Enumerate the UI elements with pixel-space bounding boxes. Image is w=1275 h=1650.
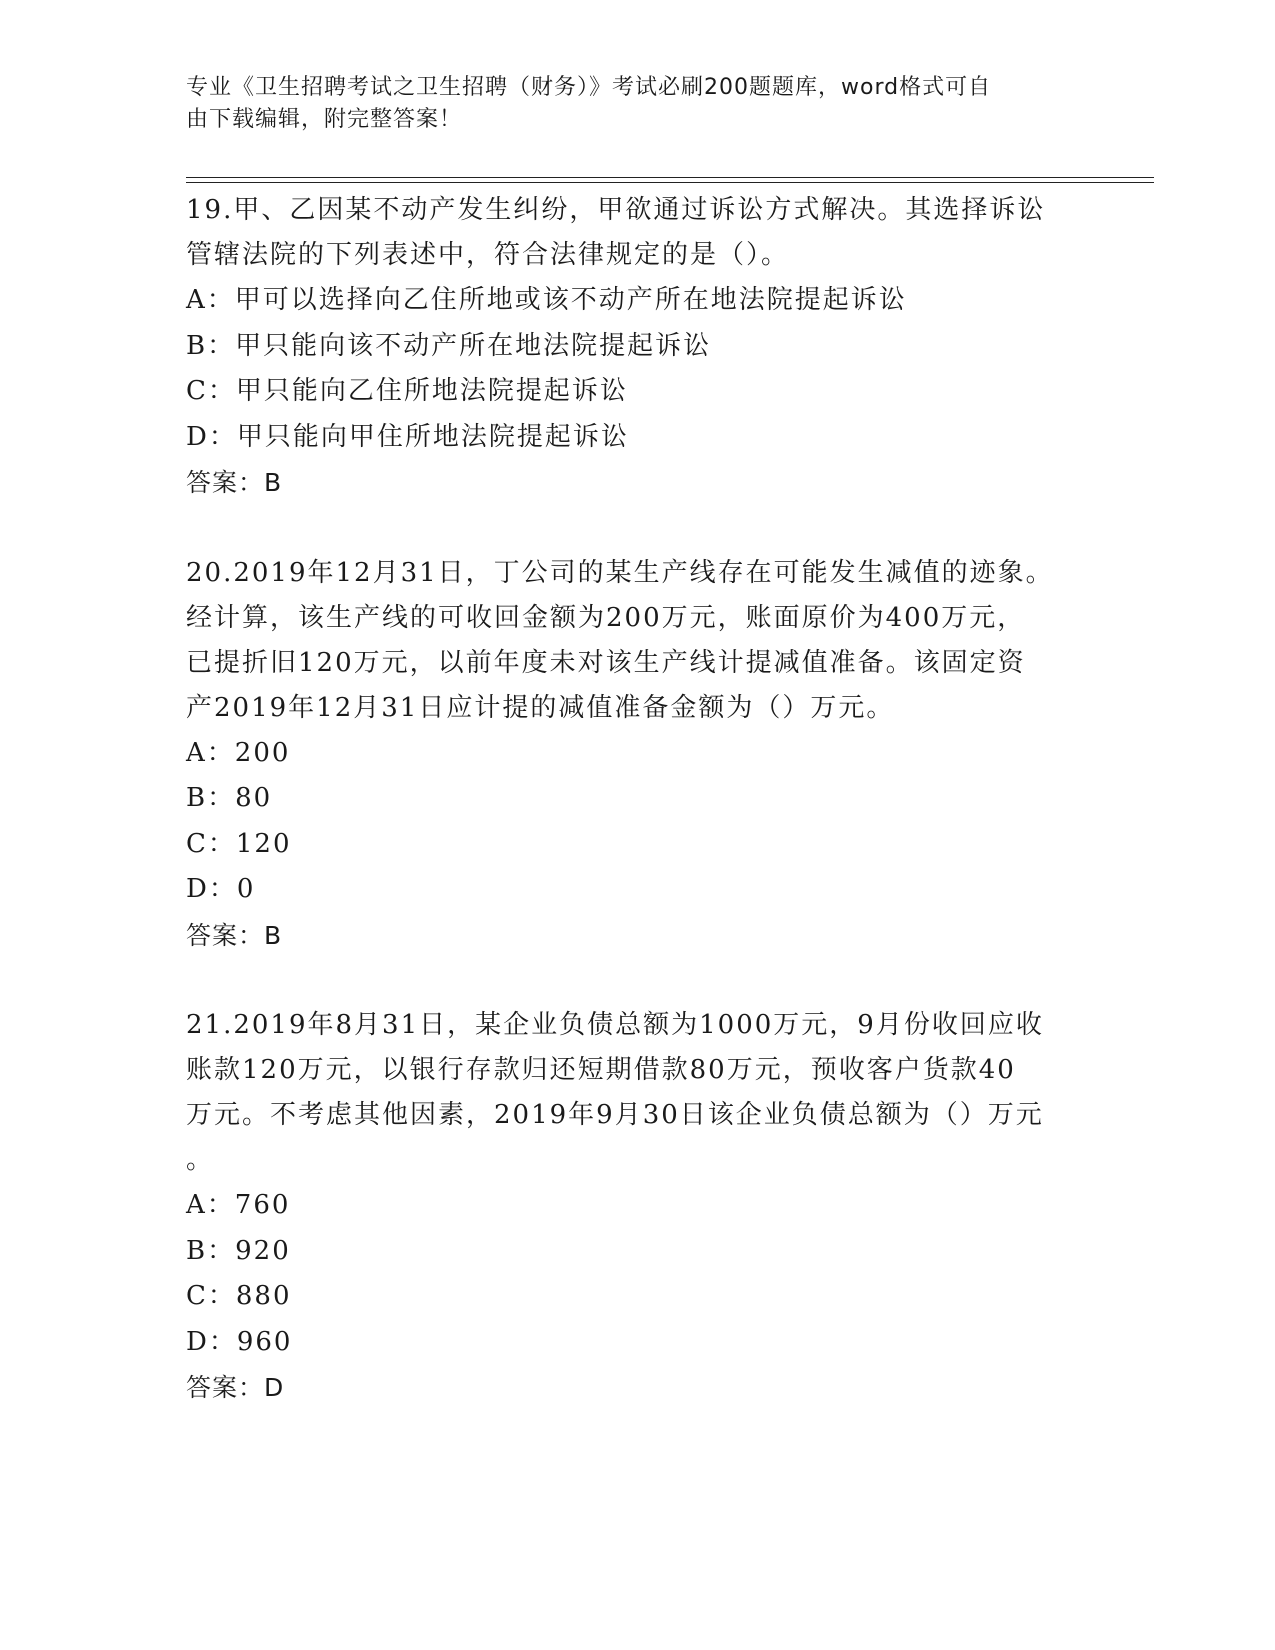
document-header: [186, 72, 1066, 136]
option-d: D：960: [186, 1326, 293, 1357]
question-text: 20.2019年12月31日，丁公司的某生产线存在可能发生减值的迹象。: [186, 557, 1054, 588]
option-d: D：0: [186, 874, 256, 904]
question-21: [186, 1003, 1086, 1411]
question-text: 产2019年12月31日应计提的减值准备金额为（）万元。: [186, 692, 895, 723]
header-line: 由下载编辑，附完整答案！: [186, 107, 463, 132]
spacer: [186, 506, 1086, 551]
answer: 答案：B: [186, 468, 283, 497]
question-text: 已提折旧120万元，以前年度未对该生产线计提减值准备。该固定资: [186, 647, 1026, 678]
option-c: C：甲只能向乙住所地法院提起诉讼: [186, 376, 628, 406]
question-text: 账款120万元，以银行存款归还短期借款80万元，预收客户货款40: [186, 1055, 1016, 1085]
option-a: A：甲可以选择向乙住所地或该不动产所在地法院提起诉讼: [186, 285, 907, 315]
question-text: 万元。不考虑其他因素，2019年9月30日该企业负债总额为（）万元: [186, 1100, 1044, 1130]
header-line: 专业《卫生招聘考试之卫生招聘（财务）》考试必刷200题题库，word格式可自: [186, 75, 992, 100]
question-text: 管辖法院的下列表述中，符合法律规定的是（）。: [186, 240, 790, 270]
option-b: B：920: [186, 1235, 291, 1266]
header-divider: [186, 177, 1154, 178]
option-c: C：880: [186, 1281, 292, 1311]
question-20: [186, 551, 1086, 959]
question-list: [186, 188, 1086, 1411]
header-divider: [186, 182, 1154, 183]
question-19: [186, 188, 1086, 506]
option-a: A：760: [186, 1190, 291, 1220]
option-b: B：80: [186, 783, 273, 813]
question-text: 19.甲、乙因某不动产发生纠纷，甲欲通过诉讼方式解决。其选择诉讼: [186, 195, 1046, 225]
option-d: D：甲只能向甲住所地法院提起诉讼: [186, 421, 629, 452]
question-text: 经计算，该生产线的可收回金额为200万元，账面原价为400万元，: [186, 602, 1026, 633]
question-text: 。: [186, 1145, 215, 1175]
question-text: 21.2019年8月31日，某企业负债总额为1000万元，9月份收回应收: [186, 1010, 1044, 1040]
spacer: [186, 958, 1086, 1003]
option-a: A：200: [186, 737, 291, 768]
option-b: B：甲只能向该不动产所在地法院提起诉讼: [186, 330, 712, 361]
answer: 答案：B: [186, 920, 283, 950]
answer: 答案：D: [186, 1373, 285, 1402]
option-c: C：120: [186, 828, 292, 859]
